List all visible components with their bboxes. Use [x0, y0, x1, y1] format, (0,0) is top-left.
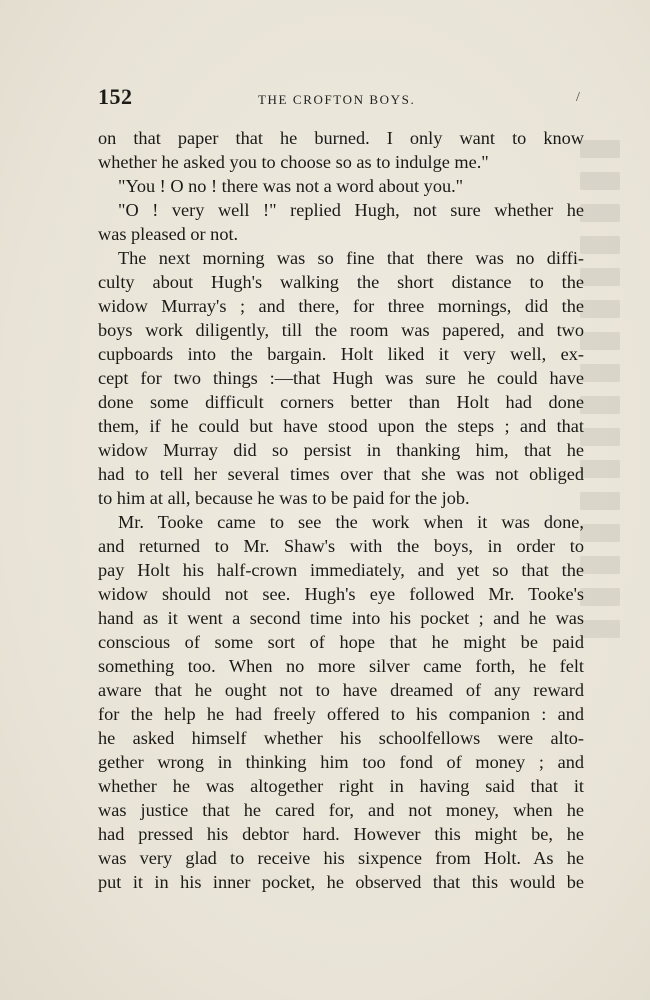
text-line: something too. When no more silver came forth, he felt — [98, 656, 584, 676]
text-line: Mr. Tooke came to see the work when it was done, — [118, 512, 584, 532]
text-line: was justice that he cared for, and not money, when he — [98, 800, 584, 820]
text-line: gether wrong in thinking him too fond of money ; and — [98, 752, 584, 772]
running-head: THE CROFTON BOYS. — [258, 92, 416, 107]
text-line: whether he asked you to choose so as to indulge me." — [98, 152, 489, 172]
text-line: The next morning was so fine that there was no diffi- — [118, 248, 584, 268]
text-line: put it in his inner pocket, he observed that this would be — [98, 872, 584, 892]
text-line: widow Murray did so persist in thanking him, that he — [98, 440, 584, 460]
text-line: had pressed his debtor hard. However this might be, he — [98, 824, 584, 844]
text-line: done some difficult corners better than Holt had done — [98, 392, 584, 412]
text-line: hand as it went a second time into his pocket ; and he was — [98, 608, 584, 628]
text-line: culty about Hugh's walking the short distance to the — [98, 272, 584, 292]
text-line: "O ! very well !" replied Hugh, not sure whether he — [118, 200, 584, 220]
text-line: cupboards into the bargain. Holt liked it very well, ex- — [98, 344, 584, 364]
bleed-through-shadow — [580, 140, 640, 660]
text-line: "You ! O no ! there was not a word about you." — [118, 176, 464, 196]
text-line: and returned to Mr. Shaw's with the boys, in order to — [98, 536, 584, 556]
corner-pencil-mark: / — [576, 90, 580, 105]
text-line: was very glad to receive his sixpence from Holt. As he — [98, 848, 584, 868]
text-line: widow Murray's ; and there, for three mornings, did the — [98, 296, 584, 316]
page-header — [98, 84, 598, 112]
text-line: conscious of some sort of hope that he might be paid — [98, 632, 584, 652]
text-line: widow should not see. Hugh's eye followed Mr. Tooke's — [98, 584, 584, 604]
text-line: had to tell her several times over that she was not obliged — [98, 464, 584, 484]
text-line: whether he was altogether right in having said that it — [98, 776, 584, 796]
text-line: he asked himself whether his schoolfellows were alto- — [98, 728, 584, 748]
text-line: aware that he ought not to have dreamed of any reward — [98, 680, 584, 700]
body-text — [98, 126, 584, 894]
text-line: on that paper that he burned. I only want to know — [98, 128, 584, 148]
text-line: cept for two things :—that Hugh was sure he could have — [98, 368, 584, 388]
text-line: pay Holt his half-crown immediately, and yet so that the — [98, 560, 584, 580]
text-line: was pleased or not. — [98, 224, 239, 244]
text-line: them, if he could but have stood upon the steps ; and that — [98, 416, 584, 436]
page-number: 152 — [98, 84, 133, 109]
text-line: for the help he had freely offered to his companion : and — [98, 704, 584, 724]
text-line: to him at all, because he was to be paid for the job. — [98, 488, 470, 508]
text-line: boys work diligently, till the room was papered, and two — [98, 320, 584, 340]
